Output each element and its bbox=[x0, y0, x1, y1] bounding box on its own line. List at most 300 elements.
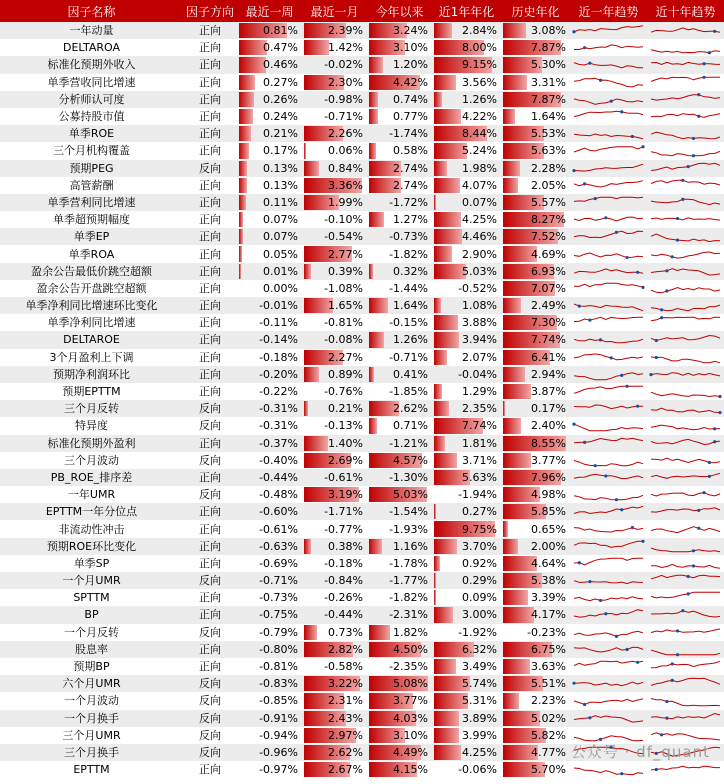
value-text: -2.31% bbox=[389, 608, 428, 622]
header-last-week: 最近一周 bbox=[237, 0, 302, 22]
trend-1y-cell bbox=[570, 503, 647, 520]
value-cell-week bbox=[237, 280, 302, 297]
trend-line bbox=[651, 336, 720, 341]
value-cell-hist bbox=[501, 194, 570, 211]
table-row bbox=[0, 606, 724, 623]
factor-name-cell: 单季EP bbox=[0, 228, 183, 245]
trend-line bbox=[574, 425, 643, 432]
value-text: -0.13% bbox=[324, 419, 363, 433]
value-cell-hist bbox=[501, 56, 570, 73]
table-row bbox=[0, 400, 724, 417]
value-text: -0.96% bbox=[259, 745, 298, 759]
value-cell-month bbox=[302, 435, 367, 452]
value-cell-ytd bbox=[367, 91, 432, 108]
factor-name-cell: 预期PEG bbox=[0, 160, 183, 177]
value-cell-month bbox=[302, 263, 367, 280]
factor-name-cell: 一年动量 bbox=[0, 22, 183, 39]
trend-line bbox=[651, 564, 720, 568]
value-bar bbox=[369, 57, 383, 72]
value-text: 5.08% bbox=[393, 677, 428, 691]
value-cell-month bbox=[302, 91, 367, 108]
value-text: 1.08% bbox=[462, 299, 497, 313]
trend-line bbox=[574, 581, 643, 584]
trend-sparkline bbox=[647, 606, 724, 623]
value-text: -1.82% bbox=[389, 247, 428, 261]
trend-1y-cell bbox=[570, 177, 647, 194]
trend-marker bbox=[708, 51, 711, 54]
value-text: 3.22% bbox=[328, 677, 363, 691]
factor-direction-cell: 反向 bbox=[199, 694, 221, 708]
trend-marker bbox=[604, 474, 607, 477]
value-text: -2.35% bbox=[389, 660, 428, 674]
trend-marker bbox=[718, 395, 721, 398]
value-bar bbox=[369, 539, 382, 554]
trend-line bbox=[574, 541, 643, 547]
value-cell-month bbox=[302, 692, 367, 709]
factor-name-cell: 单季ROE bbox=[0, 125, 183, 142]
trend-10y-cell bbox=[647, 435, 724, 452]
value-cell-y1 bbox=[432, 280, 501, 297]
trend-marker bbox=[676, 629, 679, 632]
trend-line bbox=[574, 78, 643, 87]
value-cell-y1 bbox=[432, 22, 501, 39]
trend-sparkline bbox=[570, 349, 647, 366]
value-text: 7.87% bbox=[531, 92, 566, 106]
factor-direction-cell: 正向 bbox=[183, 538, 237, 555]
trend-line bbox=[651, 180, 720, 185]
value-text: 0.84% bbox=[328, 161, 363, 175]
trend-1y-cell bbox=[570, 108, 647, 125]
trend-line bbox=[574, 63, 643, 68]
trend-1y-cell bbox=[570, 624, 647, 641]
trend-sparkline bbox=[570, 606, 647, 623]
value-text: 2.27% bbox=[328, 350, 363, 364]
value-cell-ytd bbox=[367, 331, 432, 348]
trend-line bbox=[574, 197, 643, 201]
value-text: -1.30% bbox=[389, 470, 428, 484]
value-cell-month bbox=[302, 314, 367, 331]
factor-name-cell: SPTTM bbox=[73, 591, 110, 605]
value-text: 4.98% bbox=[531, 488, 566, 502]
value-cell-ytd bbox=[367, 503, 432, 520]
trend-marker bbox=[583, 182, 586, 185]
trend-10y-cell bbox=[647, 383, 724, 400]
value-cell-ytd bbox=[367, 520, 432, 537]
trend-line bbox=[574, 269, 643, 273]
value-text: 4.42% bbox=[393, 75, 428, 89]
value-cell-month bbox=[302, 280, 367, 297]
value-text: 2.84% bbox=[462, 24, 497, 38]
value-cell-y1 bbox=[432, 624, 501, 641]
value-cell-y1 bbox=[432, 572, 501, 589]
trend-line bbox=[651, 234, 720, 242]
factor-name-cell: 一个月波动 bbox=[64, 694, 119, 708]
trend-10y-cell bbox=[647, 692, 724, 709]
value-cell-week bbox=[237, 417, 302, 434]
trend-marker bbox=[599, 339, 602, 342]
trend-10y-cell bbox=[647, 56, 724, 73]
trend-1y-cell bbox=[570, 486, 647, 503]
trend-10y-cell bbox=[647, 280, 724, 297]
value-text: 8.27% bbox=[531, 213, 566, 227]
trend-sparkline bbox=[647, 641, 724, 658]
trend-sparkline bbox=[647, 710, 724, 727]
value-cell-month bbox=[302, 142, 367, 159]
trend-marker bbox=[697, 526, 700, 529]
value-cell-y1 bbox=[432, 469, 501, 486]
value-text: -0.14% bbox=[259, 333, 298, 347]
value-text: -0.20% bbox=[259, 367, 298, 381]
value-text: 3.87% bbox=[531, 385, 566, 399]
trend-line bbox=[574, 217, 643, 221]
value-bar bbox=[304, 367, 319, 382]
value-text: 3.10% bbox=[393, 41, 428, 55]
value-text: 2.94% bbox=[531, 367, 566, 381]
value-cell-y1 bbox=[432, 486, 501, 503]
value-bar bbox=[304, 264, 311, 279]
factor-direction-cell: 反向 bbox=[199, 453, 221, 467]
value-cell-ytd bbox=[367, 744, 432, 761]
trend-marker bbox=[687, 593, 690, 596]
value-text: -0.10% bbox=[324, 213, 363, 227]
value-text: 0.46% bbox=[263, 58, 298, 72]
trend-sparkline bbox=[570, 761, 647, 778]
value-text: 0.17% bbox=[531, 402, 566, 416]
value-cell-hist bbox=[501, 761, 570, 778]
factor-direction-cell: 正向 bbox=[199, 385, 221, 399]
table-row bbox=[0, 761, 724, 778]
trend-1y-cell bbox=[570, 520, 647, 537]
value-cell-week bbox=[237, 555, 302, 572]
trend-10y-cell bbox=[647, 624, 724, 641]
factor-name-cell: 特异度 bbox=[75, 419, 108, 433]
trend-marker bbox=[578, 305, 581, 308]
factor-direction-cell: 正向 bbox=[199, 144, 221, 158]
table-row bbox=[0, 314, 724, 331]
value-bar bbox=[434, 745, 461, 760]
factor-name-cell: 高管薪酬 bbox=[69, 178, 114, 192]
value-text: 9.15% bbox=[462, 58, 497, 72]
trend-marker bbox=[615, 231, 618, 234]
value-text: 2.05% bbox=[531, 178, 566, 192]
value-text: 0.71% bbox=[393, 419, 428, 433]
trend-marker bbox=[588, 319, 591, 322]
value-bar bbox=[239, 195, 246, 210]
trend-line bbox=[574, 99, 643, 105]
value-text: 5.03% bbox=[393, 488, 428, 502]
trend-marker bbox=[615, 634, 618, 637]
value-bar bbox=[369, 332, 384, 347]
value-text: 3.56% bbox=[462, 75, 497, 89]
trend-sparkline bbox=[647, 675, 724, 692]
value-text: -0.77% bbox=[324, 522, 363, 536]
trend-marker bbox=[718, 411, 721, 414]
value-text: -0.85% bbox=[259, 694, 298, 708]
trend-10y-cell bbox=[647, 194, 724, 211]
value-text: 1.29% bbox=[462, 385, 497, 399]
trend-sparkline bbox=[570, 246, 647, 263]
table-row bbox=[0, 22, 724, 39]
factor-direction-cell: 正向 bbox=[183, 331, 237, 348]
value-bar bbox=[369, 298, 388, 313]
trend-sparkline bbox=[647, 692, 724, 709]
trend-line bbox=[574, 318, 643, 322]
value-cell-month bbox=[302, 228, 367, 245]
value-text: 0.07% bbox=[263, 213, 298, 227]
trend-sparkline bbox=[570, 228, 647, 245]
factor-direction-cell: 正向 bbox=[183, 228, 237, 245]
value-cell-month bbox=[302, 383, 367, 400]
trend-sparkline bbox=[647, 211, 724, 228]
value-cell-month bbox=[302, 658, 367, 675]
trend-sparkline bbox=[647, 503, 724, 520]
value-bar bbox=[434, 315, 458, 330]
value-cell-y1 bbox=[432, 245, 501, 262]
trend-marker bbox=[625, 648, 628, 651]
value-cell-week bbox=[237, 91, 302, 108]
trend-line bbox=[651, 152, 720, 156]
value-cell-month bbox=[302, 761, 367, 778]
trend-line bbox=[574, 283, 643, 287]
trend-marker bbox=[660, 733, 663, 736]
value-text: -0.58% bbox=[324, 660, 363, 674]
value-cell-week bbox=[237, 675, 302, 692]
trend-1y-cell bbox=[570, 400, 647, 417]
trend-line bbox=[651, 611, 720, 617]
trend-line bbox=[651, 699, 720, 706]
trend-marker bbox=[697, 509, 700, 512]
trend-marker bbox=[655, 339, 658, 342]
trend-line bbox=[651, 132, 720, 139]
value-cell-ytd bbox=[367, 710, 432, 727]
trend-line bbox=[574, 340, 643, 344]
value-cell-ytd bbox=[367, 624, 432, 641]
value-text: 4.50% bbox=[393, 642, 428, 656]
table-row bbox=[0, 108, 724, 125]
factor-name-cell: 一年UMR bbox=[67, 488, 116, 502]
factor-name-cell: 一个月反转 bbox=[64, 625, 119, 639]
value-cell-month bbox=[302, 641, 367, 658]
value-text: 4.77% bbox=[531, 745, 566, 759]
watermark-text: 公众号 · df_quant bbox=[570, 743, 710, 761]
value-text: 3.89% bbox=[462, 711, 497, 725]
value-bar bbox=[434, 401, 449, 416]
trend-10y-cell bbox=[647, 177, 724, 194]
value-text: 0.77% bbox=[393, 110, 428, 124]
value-cell-y1 bbox=[432, 331, 501, 348]
value-cell-ytd bbox=[367, 572, 432, 589]
value-cell-y1 bbox=[432, 400, 501, 417]
value-cell-hist bbox=[501, 108, 570, 125]
factor-direction-cell: 正向 bbox=[183, 22, 237, 39]
trend-marker bbox=[572, 682, 575, 685]
trend-marker bbox=[636, 270, 639, 273]
value-text: 0.07% bbox=[263, 230, 298, 244]
trend-line bbox=[651, 713, 720, 718]
trend-1y-cell bbox=[570, 280, 647, 297]
value-text: 7.07% bbox=[531, 281, 566, 295]
trend-line bbox=[651, 163, 720, 170]
factor-name-cell: 一个月UMR bbox=[0, 572, 183, 589]
trend-line bbox=[574, 768, 643, 775]
trend-marker bbox=[681, 178, 684, 181]
trend-1y-cell bbox=[570, 658, 647, 675]
value-text: 3.08% bbox=[531, 24, 566, 38]
trend-marker bbox=[625, 385, 628, 388]
value-text: 2.39% bbox=[328, 24, 363, 38]
value-text: 2.49% bbox=[531, 299, 566, 313]
value-cell-hist bbox=[501, 658, 570, 675]
value-bar bbox=[503, 401, 505, 416]
value-cell-y1 bbox=[432, 417, 501, 434]
value-text: 0.73% bbox=[328, 625, 363, 639]
value-text: 3.77% bbox=[531, 453, 566, 467]
value-text: 7.52% bbox=[531, 230, 566, 244]
value-cell-month bbox=[302, 160, 367, 177]
table-row bbox=[0, 349, 724, 366]
factor-direction-cell: 反向 bbox=[199, 728, 221, 742]
value-bar bbox=[239, 212, 243, 227]
trend-line bbox=[574, 558, 643, 565]
value-bar bbox=[369, 367, 374, 382]
value-text: 5.70% bbox=[531, 763, 566, 777]
value-text: 4.07% bbox=[462, 178, 497, 192]
factor-direction-cell: 反向 bbox=[183, 160, 237, 177]
factor-direction-cell: 正向 bbox=[199, 522, 221, 536]
value-cell-week bbox=[237, 39, 302, 56]
value-text: -0.22% bbox=[259, 385, 298, 399]
factor-direction-cell: 正向 bbox=[183, 194, 237, 211]
value-cell-ytd bbox=[367, 125, 432, 142]
trend-10y-cell bbox=[647, 228, 724, 245]
trend-10y-cell bbox=[647, 486, 724, 503]
trend-1y-cell bbox=[570, 125, 647, 142]
value-text: 2.23% bbox=[531, 694, 566, 708]
trend-line bbox=[574, 232, 643, 238]
value-cell-week bbox=[237, 349, 302, 366]
value-cell-ytd bbox=[367, 452, 432, 469]
value-text: 0.74% bbox=[393, 92, 428, 106]
value-text: 5.24% bbox=[462, 144, 497, 158]
value-cell-y1 bbox=[432, 641, 501, 658]
trend-10y-cell bbox=[647, 39, 724, 56]
value-cell-month bbox=[302, 744, 367, 761]
value-cell-week bbox=[237, 538, 302, 555]
value-cell-y1 bbox=[432, 606, 501, 623]
trend-1y-cell bbox=[570, 228, 647, 245]
value-text: 2.74% bbox=[393, 178, 428, 192]
trend-1y-cell bbox=[570, 56, 647, 73]
trend-10y-cell bbox=[647, 503, 724, 520]
value-text: 3.36% bbox=[328, 178, 363, 192]
value-cell-y1 bbox=[432, 194, 501, 211]
value-text: -0.61% bbox=[324, 470, 363, 484]
factor-direction-cell: 正向 bbox=[183, 125, 237, 142]
trend-marker bbox=[572, 169, 575, 172]
value-text: 3.99% bbox=[462, 728, 497, 742]
value-text: 0.09% bbox=[462, 591, 497, 605]
trend-sparkline bbox=[570, 331, 647, 348]
trend-marker bbox=[620, 374, 623, 377]
value-text: 2.40% bbox=[531, 419, 566, 433]
trend-sparkline bbox=[647, 486, 724, 503]
value-bar bbox=[503, 590, 528, 605]
trend-line bbox=[651, 268, 720, 274]
value-bar bbox=[304, 401, 308, 416]
factor-name-cell: 预期BP bbox=[73, 660, 110, 674]
trend-marker bbox=[713, 440, 716, 443]
value-cell-y1 bbox=[432, 39, 501, 56]
value-cell-week bbox=[237, 177, 302, 194]
trend-marker bbox=[615, 498, 618, 501]
trend-line bbox=[651, 493, 720, 496]
header-ytd: 今年以来 bbox=[367, 0, 432, 22]
value-text: -0.54% bbox=[324, 230, 363, 244]
value-text: 0.92% bbox=[462, 556, 497, 570]
value-cell-ytd bbox=[367, 211, 432, 228]
value-bar bbox=[239, 178, 247, 193]
value-cell-month bbox=[302, 211, 367, 228]
value-text: 0.05% bbox=[263, 247, 298, 261]
trend-line bbox=[651, 661, 720, 668]
value-text: -0.71% bbox=[389, 350, 428, 364]
value-cell-ytd bbox=[367, 349, 432, 366]
value-cell-month bbox=[302, 538, 367, 555]
value-bar bbox=[503, 693, 519, 708]
value-cell-ytd bbox=[367, 589, 432, 606]
value-text: 1.16% bbox=[393, 539, 428, 553]
trend-marker bbox=[665, 700, 668, 703]
trend-sparkline bbox=[570, 91, 647, 108]
value-cell-y1 bbox=[432, 435, 501, 452]
factor-direction-cell: 正向 bbox=[183, 606, 237, 623]
value-text: -1.54% bbox=[389, 505, 428, 519]
trend-marker bbox=[578, 561, 581, 564]
value-cell-ytd bbox=[367, 383, 432, 400]
trend-10y-cell bbox=[647, 452, 724, 469]
trend-sparkline bbox=[570, 469, 647, 486]
trend-marker bbox=[636, 661, 639, 664]
value-text: -0.98% bbox=[324, 92, 363, 106]
value-cell-week bbox=[237, 641, 302, 658]
table-row bbox=[0, 520, 724, 537]
value-text: 3.00% bbox=[462, 608, 497, 622]
trend-10y-cell bbox=[647, 91, 724, 108]
trend-line bbox=[651, 287, 720, 292]
table-row bbox=[0, 469, 724, 486]
table-row bbox=[0, 74, 724, 91]
factor-name-cell: 三个月波动 bbox=[64, 453, 119, 467]
table-header-row bbox=[0, 0, 724, 22]
trend-marker bbox=[713, 30, 716, 33]
trend-sparkline bbox=[570, 486, 647, 503]
value-text: -0.18% bbox=[259, 350, 298, 364]
trend-line bbox=[574, 736, 643, 741]
value-text: 9.75% bbox=[462, 522, 497, 536]
table-row bbox=[0, 538, 724, 555]
value-bar bbox=[304, 436, 328, 451]
value-text: 5.31% bbox=[462, 694, 497, 708]
trend-1y-cell bbox=[570, 142, 647, 159]
factor-name-cell: 三个月机构覆盖 bbox=[53, 144, 130, 158]
trend-marker bbox=[676, 217, 679, 220]
trend-marker bbox=[572, 423, 575, 426]
value-cell-hist bbox=[501, 125, 570, 142]
trend-sparkline bbox=[570, 400, 647, 417]
trend-marker bbox=[588, 580, 591, 583]
value-text: 2.90% bbox=[462, 247, 497, 261]
trend-sparkline bbox=[570, 211, 647, 228]
